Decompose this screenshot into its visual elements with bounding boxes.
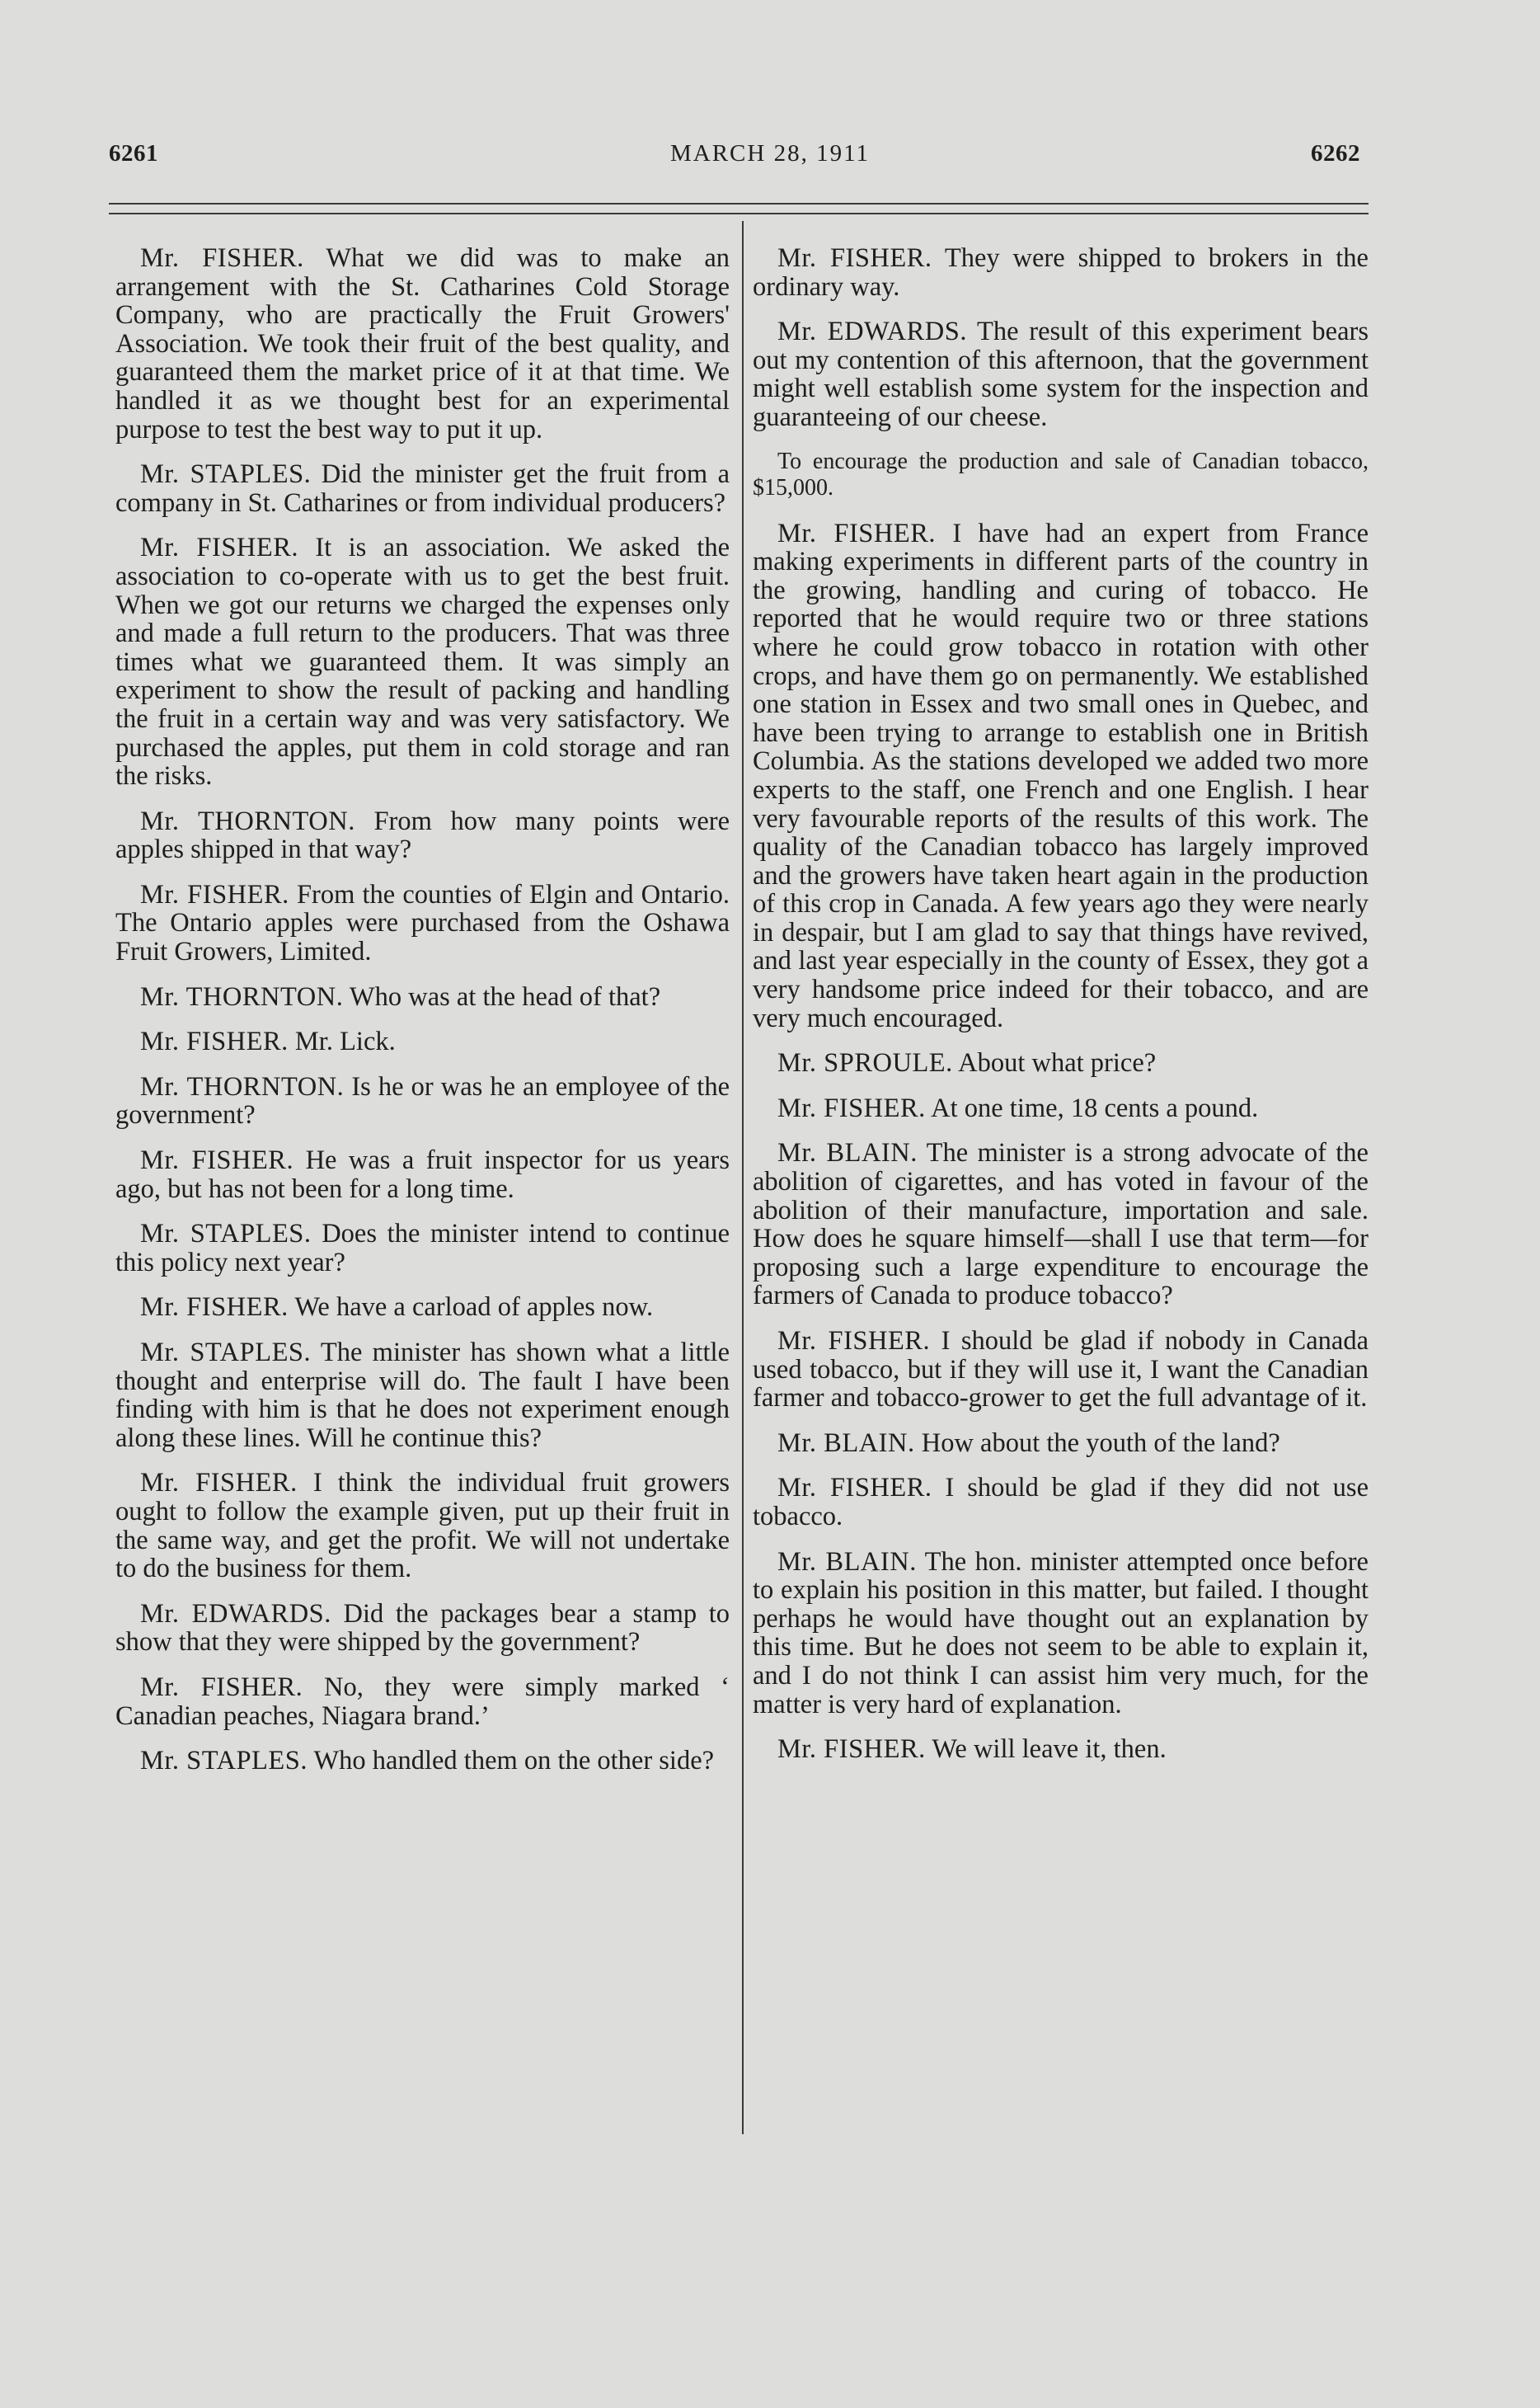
- speech-paragraph: [115, 1673, 730, 1730]
- speech-paragraph: [115, 534, 730, 790]
- speaker-name: Mr. FISHER.: [140, 1292, 289, 1323]
- speech-paragraph: [115, 1220, 730, 1277]
- right-column: [753, 244, 1369, 1780]
- speech-text: It is an association. We asked the association to co-operate with us to get the best fruit. When we got our returns we charged the expenses only and made a full return to the producers. That was three times what we guaranteed them. It was simply an experiment to show the result of packing and handling the fruit in a certain way and was very satisfactory. We purchased the apples, put them in cold storage and ran the risks.: [115, 533, 730, 792]
- speech-paragraph: [753, 1474, 1369, 1531]
- speaker-name: Mr. FISHER.: [140, 1468, 298, 1498]
- speech-text: About what price?: [958, 1048, 1157, 1079]
- speech-paragraph: [753, 1094, 1369, 1123]
- page-number-right: 6262: [1311, 140, 1360, 167]
- speaker-name: Mr. BLAIN.: [777, 1427, 915, 1458]
- speech-paragraph: [115, 1073, 730, 1130]
- speaker-name: Mr. FISHER.: [777, 518, 936, 548]
- speaker-name: Mr. THORNTON.: [140, 806, 355, 836]
- left-column: [115, 244, 730, 1792]
- speech-paragraph: [115, 1028, 730, 1056]
- speaker-name: Mr. FISHER.: [777, 1326, 931, 1356]
- speech-paragraph: [115, 1293, 730, 1322]
- speaker-name: Mr. STAPLES.: [140, 459, 312, 490]
- speech-text: What we did was to make an arrangement with the St. Catharines Cold Storage Company, who are practically the Fruit Growers' Association. We took their fruit of the best quality, and guaranteed them the market price of it at that time. We handled it as we thought best for an experimental purpose to test the best way to put it up.: [115, 243, 730, 444]
- header-rule-bottom: [109, 213, 1369, 214]
- speaker-name: Mr. BLAIN.: [777, 1138, 918, 1169]
- speech-paragraph: [115, 1146, 730, 1203]
- speaker-name: Mr. SPROULE.: [777, 1048, 953, 1079]
- speech-text: We have a carload of apples now.: [294, 1292, 654, 1323]
- speech-text: Who handled them on the other side?: [313, 1746, 715, 1776]
- speaker-name: Mr. THORNTON.: [140, 1071, 345, 1102]
- speech-text: I should be glad if they did not use tobacco.: [753, 1473, 1369, 1531]
- speech-text: The hon. minister attempted once before to explain his position in this matter, but failed. I thought perhaps he would have thought out an explanation by this time. But he does not seem to be able to explain it, and I do not think I can assist him very much, for the matter is very hard of explanation.: [753, 1546, 1369, 1719]
- speech-paragraph: [115, 1469, 730, 1583]
- speaker-name: Mr. STAPLES.: [140, 1219, 312, 1249]
- speech-text: No, they were simply marked ‘ Canadian peaches, Niagara brand.’: [115, 1672, 730, 1731]
- speaker-name: Mr. EDWARDS.: [777, 317, 967, 347]
- speech-paragraph: [753, 520, 1369, 1033]
- speaker-name: Mr. BLAIN.: [777, 1546, 917, 1577]
- speech-paragraph: [753, 1548, 1369, 1719]
- speech-text: The minister has shown what a little thought and enterprise will do. The fault I have been finding with him is that he does not experiment enough along these lines. Will he continue this?: [115, 1338, 730, 1453]
- speech-text: Is he or was he an employee of the government?: [115, 1071, 730, 1131]
- speaker-name: Mr. FISHER.: [140, 1145, 294, 1176]
- speech-text: Who was at the head of that?: [349, 981, 661, 1012]
- speaker-name: Mr. FISHER.: [777, 1093, 926, 1123]
- speaker-name: Mr. FISHER.: [140, 1027, 289, 1057]
- speech-text: I should be glad if nobody in Canada used tobacco, but if they will use it, I want the Canadian farmer and tobacco-grower to get the full advantage of it.: [753, 1326, 1369, 1413]
- speaker-name: Mr. STAPLES.: [140, 1338, 312, 1367]
- speech-paragraph: [115, 1600, 730, 1657]
- speech-paragraph: [115, 244, 730, 444]
- speech-text: From how many points were apples shipped in that way?: [115, 806, 730, 865]
- speech-paragraph: [115, 807, 730, 864]
- speech-text: The result of this experiment bears out my contention of this afternoon, that the government might well establish some system for the inspection and guaranteeing of our cheese.: [753, 317, 1369, 432]
- speech-paragraph: [115, 460, 730, 517]
- speech-text: Did the packages bear a stamp to show that they were shipped by the government?: [115, 1598, 730, 1658]
- page-number-left: 6261: [109, 140, 158, 167]
- speaker-name: Mr. STAPLES.: [140, 1746, 308, 1776]
- speech-text: They were shipped to brokers in the ordinary way.: [753, 243, 1369, 302]
- speech-text: I think the individual fruit growers ought to follow the example given, put up their fruit in the same way, and get the profit. We will not undertake to do the business for them.: [115, 1468, 730, 1584]
- speech-paragraph: [115, 1747, 730, 1775]
- speech-paragraph: [753, 1049, 1369, 1078]
- speaker-name: Mr. FISHER.: [140, 1672, 303, 1702]
- speaker-name: Mr. FISHER.: [140, 533, 299, 563]
- column-divider: [742, 221, 744, 2134]
- page-date: MARCH 28, 1911: [669, 140, 871, 167]
- speech-text: From the counties of Elgin and Ontario. The Ontario apples were purchased from the Oshawa Fruit Growers, Limited.: [115, 879, 730, 967]
- speech-paragraph: [753, 1429, 1369, 1458]
- speech-text: Did the minister get the fruit from a company in St. Catharines or from individual producers?: [115, 459, 730, 518]
- speaker-name: Mr. FISHER.: [777, 1734, 926, 1765]
- speech-paragraph: [753, 317, 1369, 431]
- header-rule-top: [109, 203, 1369, 205]
- speech-paragraph: [115, 1338, 730, 1452]
- vote-item: To encourage the production and sale of Canadian tobacco, $15,000.: [753, 448, 1369, 501]
- speaker-name: Mr. FISHER.: [777, 243, 932, 273]
- speaker-name: Mr. FISHER.: [140, 879, 289, 910]
- speech-text: At one time, 18 cents a pound.: [931, 1093, 1259, 1123]
- speech-paragraph: [753, 1327, 1369, 1413]
- speech-paragraph: [753, 244, 1369, 301]
- speech-text: Mr. Lick.: [294, 1027, 396, 1057]
- speech-text: The minister is a strong advocate of the abolition of cigarettes, and has voted in favour of the abolition of their manufacture, importation and sale. How does he square himself—shall I use that term—for proposing such a large expenditure to encourage the farmers of Canada to produce tobacco?: [753, 1138, 1369, 1311]
- speech-text: I have had an expert from France making experiments in different parts of the country in the growing, handling and curing of tobacco. He reported that he would require two or three stations where he could grow tobacco in rotation with other crops, and have them go on permanently. We established one station in Essex and two small ones in Quebec, and have been trying to arrange to establish one in British Columbia. As the stations developed we added two more experts to the staff, one French and one English. I hear very favourable reports of the results of this work. The quality of the Canadian tobacco has largely improved and the growers have taken heart again in the production of this crop in Canada. A few years ago they were nearly in despair, but I am glad to say that things have revived, and last year especially in the county of Essex, they got a very handsome price indeed for their tobacco, and are very much encouraged.: [753, 518, 1369, 1033]
- speaker-name: Mr. FISHER.: [140, 243, 304, 273]
- speech-paragraph: [753, 1735, 1369, 1764]
- speech-text: Does the minister intend to continue this policy next year?: [115, 1219, 730, 1277]
- speaker-name: Mr. FISHER.: [777, 1473, 932, 1503]
- speaker-name: Mr. THORNTON.: [140, 981, 344, 1012]
- speech-paragraph: [753, 1139, 1369, 1310]
- speech-paragraph: [115, 881, 730, 966]
- speech-paragraph: [115, 983, 730, 1012]
- speaker-name: Mr. EDWARDS.: [140, 1598, 331, 1629]
- speech-text: He was a fruit inspector for us years ago, but has not been for a long time.: [115, 1145, 730, 1204]
- speech-text: How about the youth of the land?: [921, 1427, 1280, 1458]
- speech-text: We will leave it, then.: [932, 1734, 1167, 1765]
